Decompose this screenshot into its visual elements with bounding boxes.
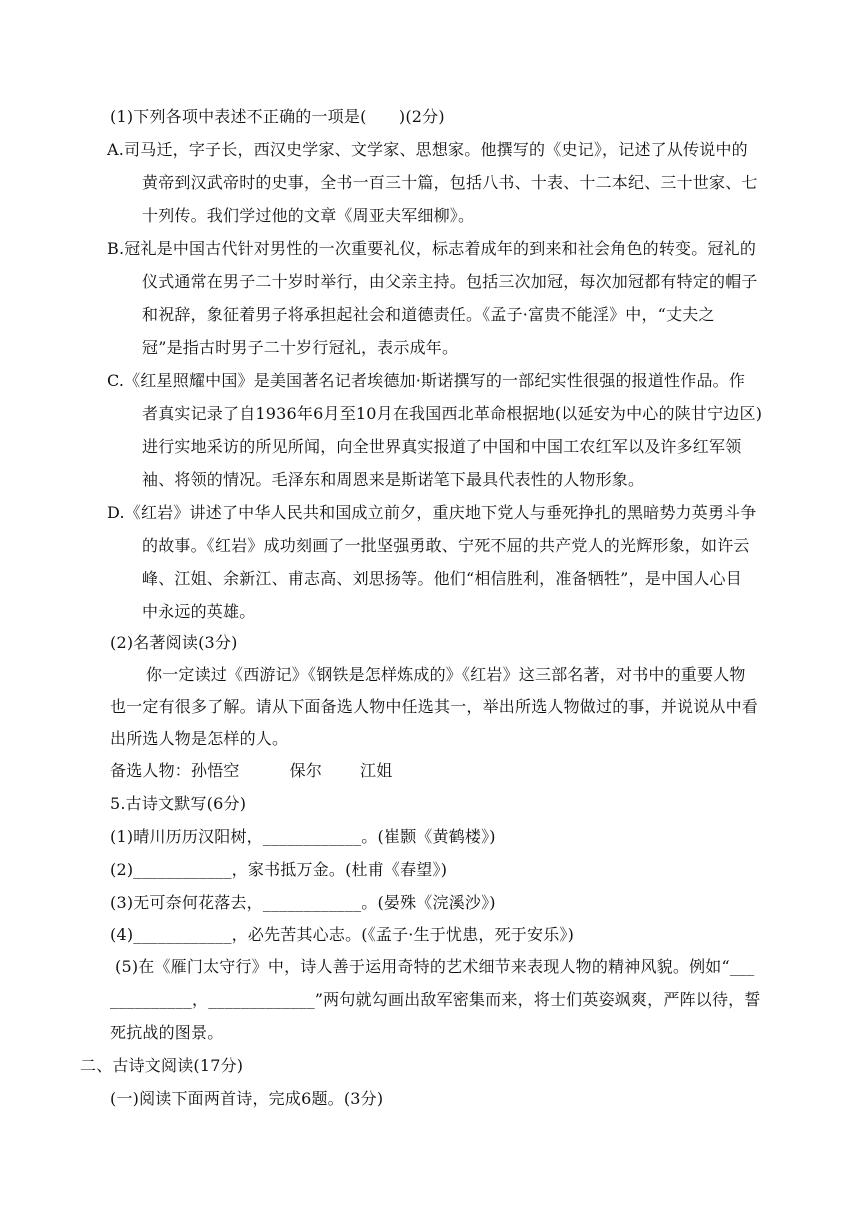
q5-heading: 5.古诗文默写(6分): [110, 794, 247, 813]
candidate-3: 江姐: [360, 761, 393, 780]
q5-item-1: (1)晴川历历汉阳树，____________。(崔颢《黄鹤楼》): [110, 827, 496, 846]
q4-2-heading: (2)名著阅读(3分): [110, 633, 238, 652]
option-a-line-2: 黄帝到汉武帝时的史事，全书一百三十篇，包括八书、十表、十二本纪、三十世家、七: [142, 173, 758, 192]
q5-item-5-line-1: (5)在《雁门太守行》中，诗人善于运用奇特的艺术细节来表现人物的精神风貌。例如“___: [115, 957, 755, 976]
option-c-line-2: 者真实记录了自1936年6月至10月在我国西北革命根据地(以延安为中心的陕甘宁边区): [142, 404, 763, 423]
option-b-line-4: 冠”是指古时男子二十岁行冠礼，表示成年。: [142, 338, 459, 357]
option-a-line-3: 十列传。我们学过他的文章《周亚夫军细柳》。: [142, 206, 475, 225]
option-a-line-1: A.司马迁，字子长，西汉史学家、文学家、思想家。他撰写的《史记》，记述了从传说中的: [107, 140, 748, 159]
option-b-line-2: 仪式通常在男子二十岁时举行，由父亲主持。包括三次加冠，每次加冠都有特定的帽子: [142, 272, 758, 291]
q5-item-2: (2)____________，家书抵万金。(杜甫《春望》): [110, 860, 448, 879]
candidate-1: 孙悟空: [191, 761, 240, 780]
q4-2-body-line-2: 也一定有很多了解。请从下面备选人物中任选其一，举出所选人物做过的事，并说说从中看: [110, 697, 759, 716]
candidates-label: 备选人物：: [110, 761, 192, 780]
option-b-line-3: 和祝辞，象征着男子将承担起社会和道德责任。《孟子·富贵不能淫》中，“丈夫之: [142, 305, 715, 324]
q5-item-3: (3)无可奈何花落去，____________。(晏殊《浣溪沙》): [110, 893, 496, 912]
option-c-line-3: 进行实地采访的所见所闻，向全世界真实报道了中国和中国工农红军以及许多红军领: [142, 437, 742, 456]
option-b-line-1: B.冠礼是中国古代针对男性的一次重要礼仪，标志着成年的到来和社会角色的转变。冠礼的: [107, 239, 757, 258]
candidate-2: 保尔: [289, 761, 323, 780]
q5-item-4: (4)____________，必先苦其心志。(《孟子·生于忧患，死于安乐》): [110, 925, 575, 944]
section-2-heading: 二、古诗文阅读(17分): [80, 1056, 244, 1075]
q4-2-body-line-3: 出所选人物是怎样的人。: [110, 729, 289, 748]
candidates-row: [110, 761, 392, 781]
option-d-line-4: 中永远的英雄。: [142, 602, 256, 621]
q5-item-5-line-3: 死抗战的图景。: [110, 1023, 224, 1042]
option-d-line-3: 峰、江姐、余新江、甫志高、刘思扬等。他们“相信胜利，准备牺牲”，是中国人心目: [142, 569, 742, 588]
q4-1-prompt: (1)下列各项中表述不正确的一项是( )(2分): [110, 107, 445, 126]
section-2-subheading: (一)阅读下面两首诗，完成6题。(3分): [110, 1089, 384, 1108]
option-d-line-2: 的故事。《红岩》成功刻画了一批坚强勇敢、宁死不屈的共产党人的光辉形象，如许云: [142, 536, 750, 555]
option-d-line-1: D.《红岩》讲述了中华人民共和国成立前夕，重庆地下党人与垂死挣扎的黑暗势力英勇斗争: [107, 503, 757, 522]
option-c-line-4: 袖、将领的情况。毛泽东和周恩来是斯诺笔下最具代表性的人物形象。: [142, 470, 645, 489]
q5-item-5-line-2: __________，_____________”两句就勾画出敌军密集而来，将士们英姿飒爽，严阵以待，誓: [110, 990, 761, 1009]
option-c-line-1: C.《红星照耀中国》是美国著名记者埃德加·斯诺撰写的一部纪实性很强的报道性作品。作: [107, 371, 746, 390]
q4-2-body-line-1: 你一定读过《西游记》《钢铁是怎样炼成的》《红岩》这三部名著，对书中的重要人物: [146, 665, 746, 684]
